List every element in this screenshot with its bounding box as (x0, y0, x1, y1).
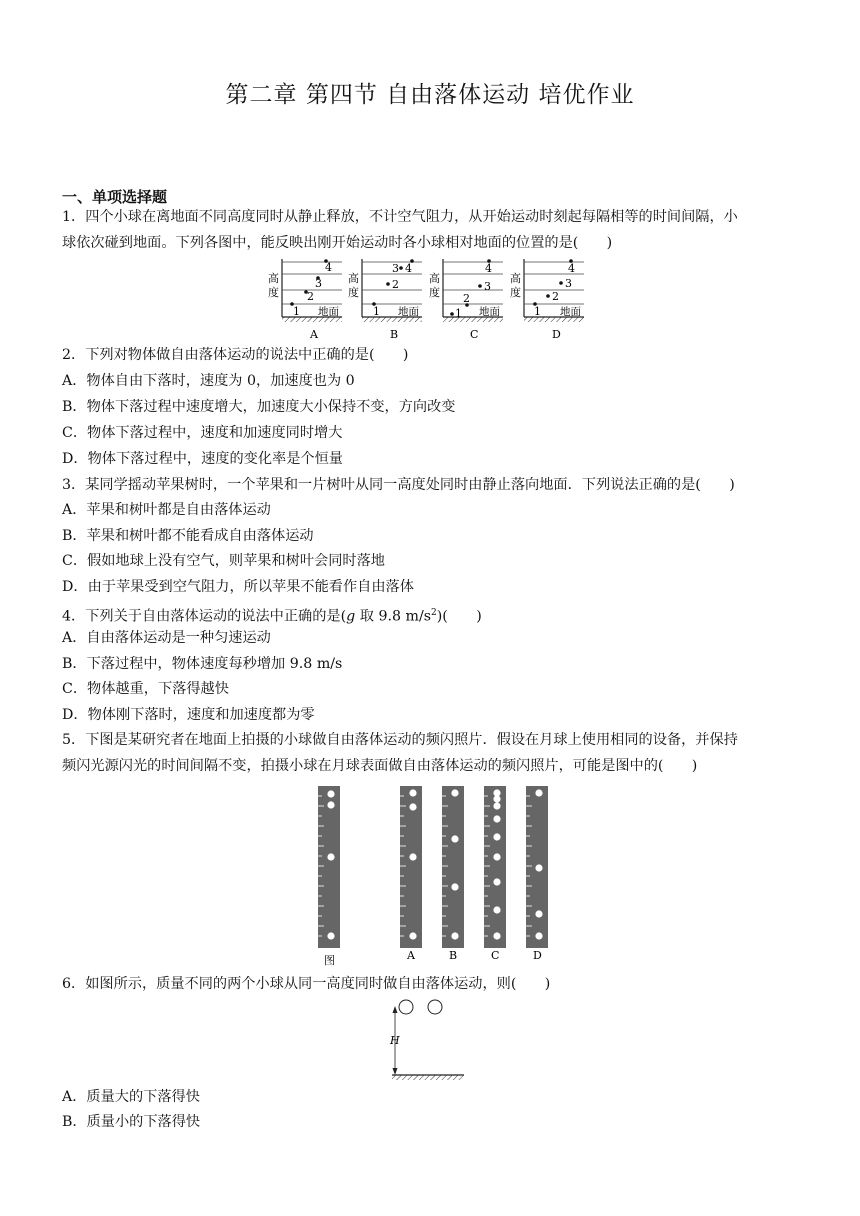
q4-stem-pre: 4．下列关于自由落体运动的说法中正确的是( (62, 608, 347, 625)
q1-panel-b (362, 259, 422, 341)
q1-axis-label: 度 (429, 286, 440, 299)
q1-ball-label: 1 (293, 305, 300, 318)
q5-strip-c (484, 786, 506, 962)
section-heading: 一、单项选择题 (62, 188, 168, 206)
q1-ball-label: 2 (552, 290, 559, 303)
q6-figure (384, 996, 470, 1082)
q6-stem: 6．如图所示，质量不同的两个小球从同一高度同时做自由落体运动，则( ) (62, 976, 551, 992)
q6-option-a: A．质量大的下落得快 (62, 1089, 200, 1105)
q1-ground-label: 地面 (398, 306, 419, 318)
q1-ball-label: 3 (565, 277, 572, 290)
q1-ball-label: 2 (392, 278, 399, 291)
q4-option-a: A．自由落体运动是一种匀速运动 (62, 630, 271, 646)
q1-axis-label: 高 (348, 272, 359, 285)
q1-ball-label: 1 (455, 307, 462, 320)
q5-figure (310, 784, 560, 970)
q3-stem: 3．某同学摇动苹果树时，一个苹果和一片树叶从同一高度处同时由静止落向地面．下列说法正确的是( ) (62, 477, 735, 493)
q4-stem-sup: 2 (431, 608, 437, 618)
page-title: 第二章 第四节 自由落体运动 培优作业 (225, 82, 635, 108)
q1-panel-label: B (390, 328, 399, 341)
q4-stem (62, 603, 482, 627)
q5-strip-reference (318, 786, 340, 967)
q4-stem-post: )( ) (436, 608, 482, 625)
q1-panel-a (282, 259, 342, 341)
q1-panel-label: A (310, 328, 318, 341)
q5-strip-label: C (491, 949, 500, 962)
q1-ground-label: 地面 (560, 306, 581, 318)
q1-axis-label: 度 (268, 286, 279, 299)
q1-panel-d (524, 259, 584, 341)
q1-stem-line-2: 球依次碰到地面。下列各图中，能反映出刚开始运动时各小球相对地面的位置的是( ) (62, 235, 613, 251)
q3-option-b: B．苹果和树叶都不能看成自由落体运动 (62, 528, 314, 544)
q2-option-d: D．物体下落过程中，速度的变化率是个恒量 (62, 451, 343, 467)
q1-ball-label: 4 (568, 262, 575, 275)
q1-panel-c (443, 259, 503, 341)
q1-figure (262, 254, 598, 344)
q3-option-a: A．苹果和树叶都是自由落体运动 (62, 502, 271, 518)
q1-panel-label: C (470, 328, 479, 341)
q2-option-b: B．物体下落过程中速度增大，加速度大小保持不变，方向改变 (62, 399, 456, 415)
q1-ground-label: 地面 (318, 306, 339, 318)
q6-option-b: B．质量小的下落得快 (62, 1114, 201, 1130)
q1-ground-label: 地面 (479, 306, 500, 318)
q1-axis-label: 度 (348, 286, 359, 299)
q1-axis-label: 高 (429, 272, 440, 285)
q1-ball-label: 4 (405, 262, 412, 275)
q1-ball-label: 3 (315, 277, 322, 290)
q5-stem-line-2: 频闪光源闪光的时间间隔不变，拍摄小球在月球表面做自由落体运动的频闪照片，可能是图中的( ) (62, 758, 698, 774)
q1-stem-line-1: 1．四个小球在离地面不同高度同时从静止释放，不计空气阻力，从开始运动时刻起每隔相等的时间间隔，小 (62, 209, 738, 225)
q5-strip-label: A (407, 949, 415, 962)
q4-option-b: B．下落过程中，物体速度每秒增加 9.8 m/s (62, 656, 343, 672)
q1-axis-label: 高 (510, 272, 521, 285)
q1-ball-label: 1 (534, 305, 541, 318)
q1-ball-label: 2 (307, 290, 314, 303)
q4-option-c: C．物体越重，下落得越快 (62, 681, 229, 697)
q1-ball-label: 4 (485, 262, 492, 275)
q3-option-c: C．假如地球上没有空气，则苹果和树叶会同时落地 (62, 553, 385, 569)
q6-height-label: H (390, 1034, 400, 1047)
q5-strip-b (442, 786, 464, 962)
q4-stem-g: g (346, 608, 356, 625)
q5-strip-d (526, 786, 548, 962)
q1-ball-label: 2 (463, 292, 470, 305)
q5-strip-label: D (533, 949, 542, 962)
q5-stem-line-1: 5．下图是某研究者在地面上拍摄的小球做自由落体运动的频闪照片．假设在月球上使用相同的设备，并保持 (62, 732, 738, 748)
q1-ball-label: 3 (392, 262, 399, 275)
q5-strip-label: B (449, 949, 458, 962)
q1-panel-label: D (552, 328, 561, 341)
q4-stem-mid: 取 9.8 m/s (355, 608, 432, 625)
q1-axis-label: 高 (268, 272, 279, 285)
q5-strip-label: 图 (324, 954, 335, 967)
q1-ball-label: 3 (484, 280, 491, 293)
q2-option-c: C．物体下落过程中，速度和加速度同时增大 (62, 425, 343, 441)
q4-option-d: D．物体刚下落时，速度和加速度都为零 (62, 707, 315, 723)
q5-strip-a (400, 786, 422, 962)
q1-ball-label: 4 (325, 261, 332, 274)
q2-stem: 2．下列对物体做自由落体运动的说法中正确的是( ) (62, 347, 409, 363)
q1-axis-label: 度 (510, 286, 521, 299)
q3-option-d: D．由于苹果受到空气阻力，所以苹果不能看作自由落体 (62, 579, 414, 595)
q1-ball-label: 1 (373, 305, 380, 318)
q2-option-a: A．物体自由下落时，速度为 0，加速度也为 0 (62, 373, 355, 389)
